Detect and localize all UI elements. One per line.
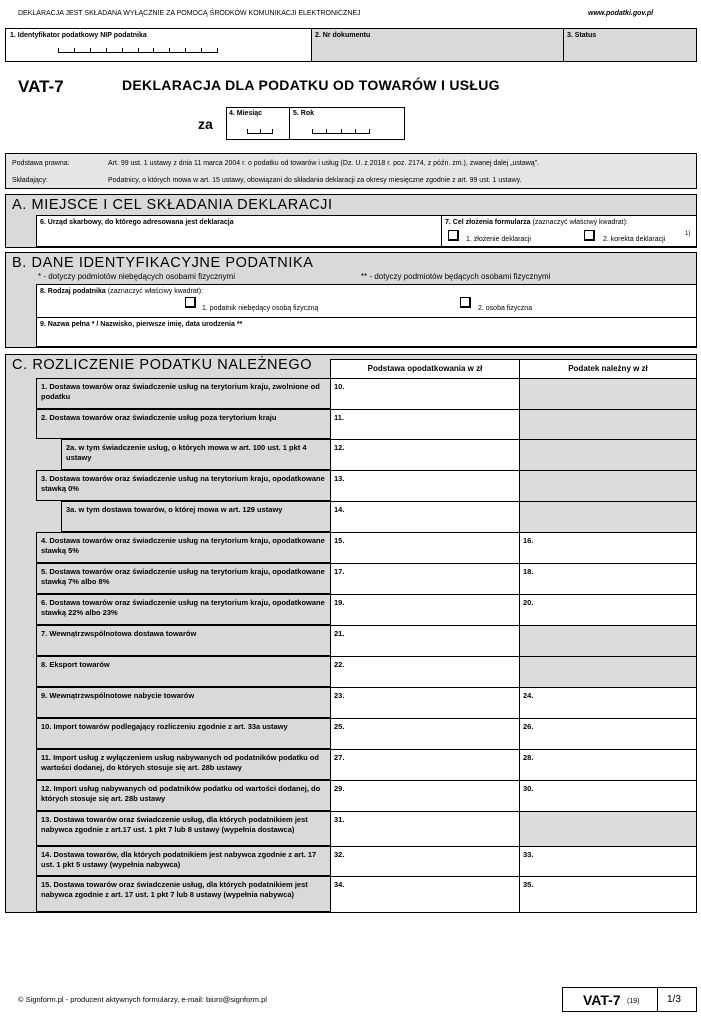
digit-tick (138, 48, 139, 52)
section-a (5, 194, 697, 248)
tax-field-number: 35. (523, 880, 534, 889)
base-amount-field[interactable] (330, 811, 520, 847)
form-code: VAT-7 (18, 77, 64, 96)
base-field-number: 11. (334, 413, 345, 422)
checkbox-non-natural[interactable] (185, 297, 196, 308)
base-amount-field[interactable] (330, 501, 520, 533)
tax-amount-field[interactable] (519, 749, 697, 781)
tax-amount-field[interactable] (519, 594, 697, 626)
digit-tick (217, 48, 218, 52)
footer-form-box (562, 987, 697, 1012)
basis-text: Art. 99 ust. 1 ustawy z dnia 11 marca 2004 r. o podatku od towarów i usług (Dz. U. z 2018 r. poz. 2174, z późn. zm.), zwanej dalej „ustawą”. (108, 160, 539, 167)
tax-field-number: 18. (523, 567, 534, 576)
section-c-title: C. ROZLICZENIE PODATKU NALEŻNEGO (12, 357, 313, 373)
checkbox-natural[interactable] (460, 297, 471, 308)
digit-tick (341, 129, 342, 133)
row-label: 5. Dostawa towarów oraz świadczenie usług na terytorium kraju, opodatkowane stawką 7% albo 8% (36, 563, 330, 594)
base-amount-field[interactable] (330, 718, 520, 750)
checkbox-filing[interactable] (448, 230, 459, 241)
digit-tick (74, 48, 75, 52)
electronic-notice: DEKLARACJA JEST SKŁADANA WYŁĄCZNIE ZA POMOCĄ ŚRODKÓW KOMUNIKACJI ELEKTRONICZNEJ (18, 10, 361, 17)
base-field-number: 31. (334, 815, 345, 824)
footer-divider (657, 987, 658, 1012)
website-link[interactable]: www.podatki.gov.pl (588, 10, 654, 17)
base-field-number: 12. (334, 443, 345, 452)
base-field-number: 23. (334, 691, 345, 700)
base-field-number: 29. (334, 784, 345, 793)
tax-field-number: 26. (523, 722, 534, 731)
tax-field-disabled (519, 811, 697, 847)
kind-non-natural-label: 1. podatnik niebędący osobą fizyczną (202, 305, 319, 312)
month-ticks (247, 130, 273, 134)
tax-amount-field[interactable] (519, 563, 697, 595)
row-label: 4. Dostawa towarów oraz świadczenie usług na terytorium kraju, opodatkowane stawką 5% (36, 532, 330, 563)
status-field (563, 28, 697, 62)
tax-field-disabled (519, 656, 697, 688)
tax-field-number: 30. (523, 784, 534, 793)
base-field-number: 27. (334, 753, 345, 762)
full-name-label: 9. Nazwa pełna * / Nazwisko, pierwsze imię, data urodzenia ** (40, 321, 243, 328)
tax-field-disabled (519, 625, 697, 657)
base-amount-field[interactable] (330, 876, 520, 913)
tax-field-disabled (519, 378, 697, 410)
digit-tick (185, 48, 186, 52)
option-filing-label: 1. złożenie deklaracji (466, 236, 531, 243)
tax-office-label: 6. Urząd skarbowy, do którego adresowana jest deklaracja (40, 219, 234, 226)
base-amount-field[interactable] (330, 846, 520, 877)
base-field-number: 15. (334, 536, 345, 545)
base-amount-field[interactable] (330, 656, 520, 688)
nip-ticks (58, 49, 218, 53)
tax-field-disabled (519, 409, 697, 440)
base-amount-field[interactable] (330, 687, 520, 719)
row-label: 11. Import usług z wyłączeniem usług nabywanych od podatników podatku od wartości dodanej, do których stosuje się art. 28b ustawy (36, 749, 330, 780)
tax-field-number: 16. (523, 536, 534, 545)
taxpayer-kind-hint: (zaznaczyć właściwy kwadrat): (107, 288, 203, 295)
status-label: 3. Status (567, 32, 597, 39)
section-b (5, 252, 697, 348)
base-field-number: 13. (334, 474, 345, 483)
footer-form-version: (19) (627, 998, 640, 1005)
row-label: 1. Dostawa towarów oraz świadczenie usług na terytorium kraju, zwolnione od podatku (36, 378, 330, 409)
doc-number-label: 2. Nr dokumentu (315, 32, 371, 39)
year-field[interactable] (289, 107, 405, 140)
tax-field-number: 28. (523, 753, 534, 762)
month-field[interactable] (226, 107, 290, 140)
row-label: 12. Import usług nabywanych od podatników podatku od wartości dodanej, do których stosuje się art. 28b ustawy (36, 780, 330, 811)
digit-tick (122, 48, 123, 52)
digit-tick (169, 48, 170, 52)
base-amount-field[interactable] (330, 625, 520, 657)
base-field-number: 22. (334, 660, 345, 669)
digit-tick (260, 129, 261, 133)
footer-credit: © Signform.pl - producent aktywnych formularzy, e-mail: biuro@signform.pl (18, 995, 267, 1004)
purpose-field (441, 215, 697, 247)
row-label: 6. Dostawa towarów oraz świadczenie usług na terytorium kraju, opodatkowane stawką 22% albo 23% (36, 594, 330, 625)
base-field-number: 25. (334, 722, 345, 731)
base-field-number: 32. (334, 850, 345, 859)
za-label: za (198, 116, 213, 132)
row-label: 3. Dostawa towarów oraz świadczenie usług na terytorium kraju, opodatkowane stawką 0% (36, 470, 330, 501)
tax-field-number: 33. (523, 850, 534, 859)
year-label: 5. Rok (293, 110, 315, 117)
tax-field-number: 20. (523, 598, 534, 607)
tax-amount-field[interactable] (519, 687, 697, 719)
tax-field-number: 24. (523, 691, 534, 700)
digit-tick (58, 48, 59, 52)
tax-amount-field[interactable] (519, 780, 697, 812)
base-amount-field[interactable] (330, 532, 520, 564)
base-amount-field[interactable] (330, 470, 520, 502)
base-field-number: 10. (334, 382, 345, 391)
digit-tick (106, 48, 107, 52)
section-b-title: B. DANE IDENTYFIKACYJNE PODATNIKA (12, 255, 314, 271)
section-a-title: A. MIEJSCE I CEL SKŁADANIA DEKLARACJI (12, 197, 333, 213)
row-label: 2. Dostawa towarów oraz świadczenie usług poza terytorium kraju (36, 409, 330, 439)
correction-footnote: 1) (685, 231, 691, 237)
option-correction-label: 2. korekta deklaracji (603, 236, 666, 243)
base-amount-field[interactable] (330, 594, 520, 626)
base-amount-field[interactable] (330, 749, 520, 781)
digit-tick (247, 129, 248, 133)
digit-tick (355, 129, 356, 133)
tax-amount-field[interactable] (519, 876, 697, 913)
tax-amount-field[interactable] (519, 718, 697, 750)
nip-label: 1. Identyfikator podatkowy NIP podatnika (10, 32, 147, 39)
taxpayer-kind-label: 8. Rodzaj podatnika (40, 288, 106, 295)
base-amount-field[interactable] (330, 780, 520, 812)
column-header-base: Podstawa opodatkowania w zł (330, 359, 520, 379)
month-label: 4. Miesiąc (229, 110, 263, 117)
note-legal-entity: * - dotyczy podmiotów niebędących osobami fizycznymi (38, 272, 235, 281)
base-amount-field[interactable] (330, 563, 520, 595)
base-field-number: 34. (334, 880, 345, 889)
base-field-number: 17. (334, 567, 345, 576)
checkbox-correction[interactable] (584, 230, 595, 241)
row-label: 14. Dostawa towarów, dla których podatnikiem jest nabywca zgodnie z art. 17 ust. 1 pkt 5 ustawy (wypełnia nabywca) (36, 846, 330, 876)
tax-amount-field[interactable] (519, 846, 697, 877)
purpose-hint: (zaznaczyć właściwy kwadrat): (532, 219, 628, 226)
tax-field-disabled (519, 439, 697, 471)
row-label: 10. Import towarów podlegający rozliczeniu zgodnie z art. 33a ustawy (36, 718, 330, 749)
kind-natural-label: 2. osoba fizyczna (478, 305, 533, 312)
year-ticks (312, 130, 370, 134)
row-label: 9. Wewnątrzwspólnotowe nabycie towarów (36, 687, 330, 718)
footer-form-code: VAT-7 (583, 992, 621, 1008)
footer-page: 1/3 (667, 994, 681, 1005)
purpose-label: 7. Cel złożenia formularza (445, 219, 531, 226)
nip-field[interactable] (5, 28, 312, 62)
digit-tick (272, 129, 273, 133)
digit-tick (312, 129, 313, 133)
row-label: 7. Wewnątrzwspólnotowa dostawa towarów (36, 625, 330, 656)
base-field-number: 14. (334, 505, 345, 514)
tax-field-disabled (519, 470, 697, 502)
digit-tick (153, 48, 154, 52)
tax-office-field[interactable] (36, 215, 442, 247)
note-natural-person: ** - dotyczy podmiotów będących osobami fizycznymi (361, 272, 551, 281)
row-label: 15. Dostawa towarów oraz świadczenie usług, dla których podatnikiem jest nabywca zgodnie z art. 17 ust. 1 pkt 7 lub 8 ustawy (wypełnia nabywca) (36, 876, 330, 912)
tax-field-disabled (519, 501, 697, 533)
base-field-number: 19. (334, 598, 345, 607)
filer-text: Podatnicy, o których mowa w art. 15 ustawy, obowiązani do składania deklaracji za okresy miesięczne zgodnie z art. 99 ust. 1 ustawy. (108, 177, 522, 184)
base-field-number: 21. (334, 629, 345, 638)
taxpayer-kind-field (36, 284, 697, 318)
base-amount-field[interactable] (330, 439, 520, 471)
digit-tick (201, 48, 202, 52)
filer-label: Składający: (12, 177, 48, 184)
digit-tick (369, 129, 370, 133)
column-header-tax: Podatek należny w zł (519, 359, 697, 379)
legal-basis-box (5, 153, 697, 189)
section-c (5, 354, 697, 913)
tax-amount-field[interactable] (519, 532, 697, 564)
digit-tick (90, 48, 91, 52)
row-label: 2a. w tym świadczenie usług, o których mowa w art. 100 ust. 1 pkt 4 ustawy (61, 439, 330, 470)
basis-label: Podstawa prawna: (12, 160, 70, 167)
digit-tick (326, 129, 327, 133)
base-amount-field[interactable] (330, 409, 520, 440)
doc-number-field (311, 28, 564, 62)
row-label: 13. Dostawa towarów oraz świadczenie usług, dla których podatnikiem jest nabywca zgodnie z art.17 ust. 1 pkt 7 lub 8 ustawy (wypełnia dostawca) (36, 811, 330, 846)
form-title: DEKLARACJA DLA PODATKU OD TOWARÓW I USŁUG (122, 77, 500, 93)
full-name-field[interactable] (36, 317, 697, 347)
row-label: 3a. w tym dostawa towarów, o której mowa w art. 129 ustawy (61, 501, 330, 532)
row-label: 8. Eksport towarów (36, 656, 330, 687)
base-amount-field[interactable] (330, 378, 520, 410)
